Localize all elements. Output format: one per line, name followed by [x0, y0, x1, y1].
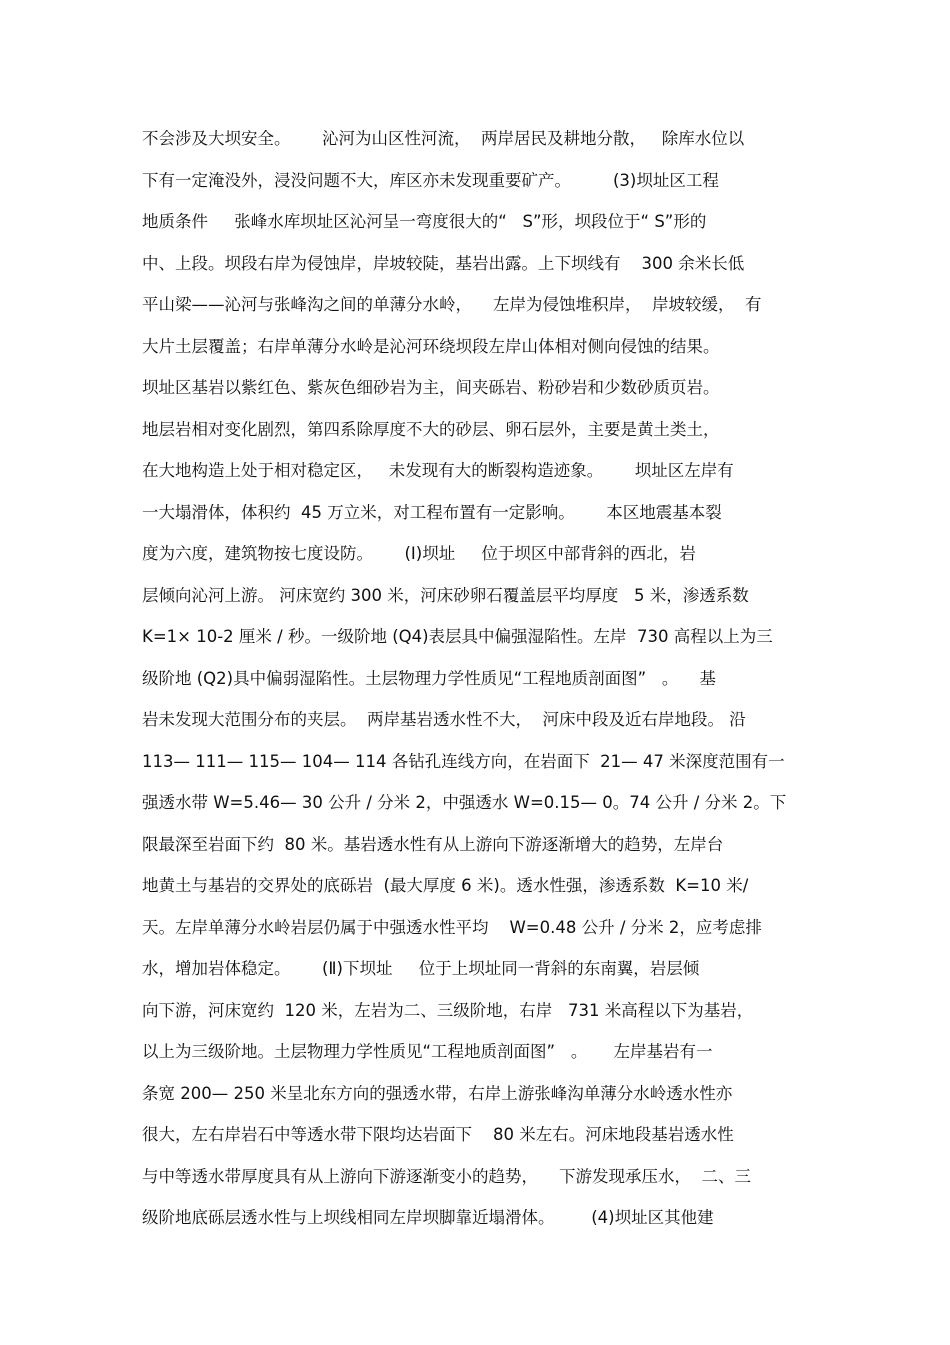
text-line: 强透水带 W=5.46— 30 公升 / 分米 2，中强透水 W=0.15— 0。74 公升 / 分米 2。下 — [142, 793, 787, 812]
text-line: 大片土层覆盖；右岸单薄分水岭是沁河环绕坝段左岸山体相对侧向侵蚀的结果。 — [142, 336, 720, 356]
text-line: 级阶地底砾层透水性与上坝线相同左岸坝脚靠近塌滑体。 (4)坝址区其他建 — [142, 1208, 714, 1227]
text-line: 级阶地 (Q2)具中偏弱湿陷性。土层物理力学性质见“工程地质剖面图” 。 基 — [142, 668, 716, 688]
text-line: 地质条件 张峰水库坝址区沁河呈一弯度很大的“ S”形，坝段位于“ S”形的 — [142, 212, 707, 231]
text-line: 与中等透水带厚度具有从上游向下游逐渐变小的趋势， 下游发现承压水， 二、三 — [142, 1166, 751, 1186]
text-line: 113— 111— 115— 104— 114 各钻孔连线方向，在岩面下 21— 47 米深度范围有一 — [142, 751, 785, 771]
body-text — [142, 124, 812, 1245]
text-line: 平山梁——沁河与张峰沟之间的单薄分水岭， 左岸为侵蚀堆积岸， 岸坡较缓， 有 — [142, 295, 762, 314]
text-line: 下有一定淹没外，浸没问题不大，库区亦未发现重要矿产。 (3)坝址区工程 — [142, 170, 719, 190]
text-line: 中、上段。坝段右岸为侵蚀岸，岸坡较陡，基岩出露。上下坝线有 300 余米长低 — [142, 253, 745, 273]
text-line: 限最深至岩面下约 80 米。基岩透水性有从上游向下游逐渐增大的趋势，左岸台 — [142, 834, 724, 854]
text-line: 岩未发现大范围分布的夹层。 两岸基岩透水性不大， 河床中段及近右岸地段。 沿 — [142, 710, 746, 729]
text-line: 向下游，河床宽约 120 米，左岩为二、三级阶地，右岸 731 米高程以下为基岩， — [142, 1000, 754, 1020]
text-line: 地层岩相对变化剧烈，第四系除厚度不大的砂层、卵石层外，主要是黄土类土， — [142, 419, 720, 439]
text-line: 天。左岸单薄分水岭岩层仍属于中强透水性平均 W=0.48 公升 / 分米 2，应考虑排 — [142, 917, 762, 937]
text-line: 以上为三级阶地。土层物理力学性质见“工程地质剖面图” 。 左岸基岩有一 — [142, 1042, 713, 1061]
text-line: 坝址区基岩以紫红色、紫灰色细砂岩为主，间夹砾岩、粉砂岩和少数砂质页岩。 — [142, 378, 720, 397]
text-line: 很大，左右岸岩石中等透水带下限均达岩面下 80 米左右。河床地段基岩透水性 — [142, 1125, 734, 1144]
text-line: 不会涉及大坝安全。 沁河为山区性河流， 两岸居民及耕地分散， 除库水位以 — [142, 129, 745, 148]
text-line: K=1× 10-2 厘米 / 秒。一级阶地 (Q4)表层具中偏强湿陷性。左岸 730 高程以上为三 — [142, 627, 773, 646]
text-line: 层倾向沁河上游。 河床宽约 300 米，河床砂卵石覆盖层平均厚度 5 米，渗透系数 — [142, 585, 749, 605]
text-line: 一大塌滑体，体积约 45 万立米，对工程布置有一定影响。 本区地震基本裂 — [142, 502, 722, 522]
text-line: 水，增加岩体稳定。 (Ⅱ)下坝址 位于上坝址同一背斜的东南翼，岩层倾 — [142, 959, 700, 978]
text-line: 度为六度，建筑物按七度设防。 (Ⅰ)坝址 位于坝区中部背斜的西北，岩 — [142, 544, 696, 563]
text-line: 在大地构造上处于相对稳定区， 未发现有大的断裂构造迹象。 坝址区左岸有 — [142, 461, 734, 480]
text-line: 地黄土与基岩的交界处的底砾岩 (最大厚度 6 米)。透水性强，渗透系数 K=10 米/ — [142, 876, 749, 895]
text-line: 条宽 200— 250 米呈北东方向的强透水带，右岸上游张峰沟单薄分水岭透水性亦 — [142, 1083, 733, 1103]
